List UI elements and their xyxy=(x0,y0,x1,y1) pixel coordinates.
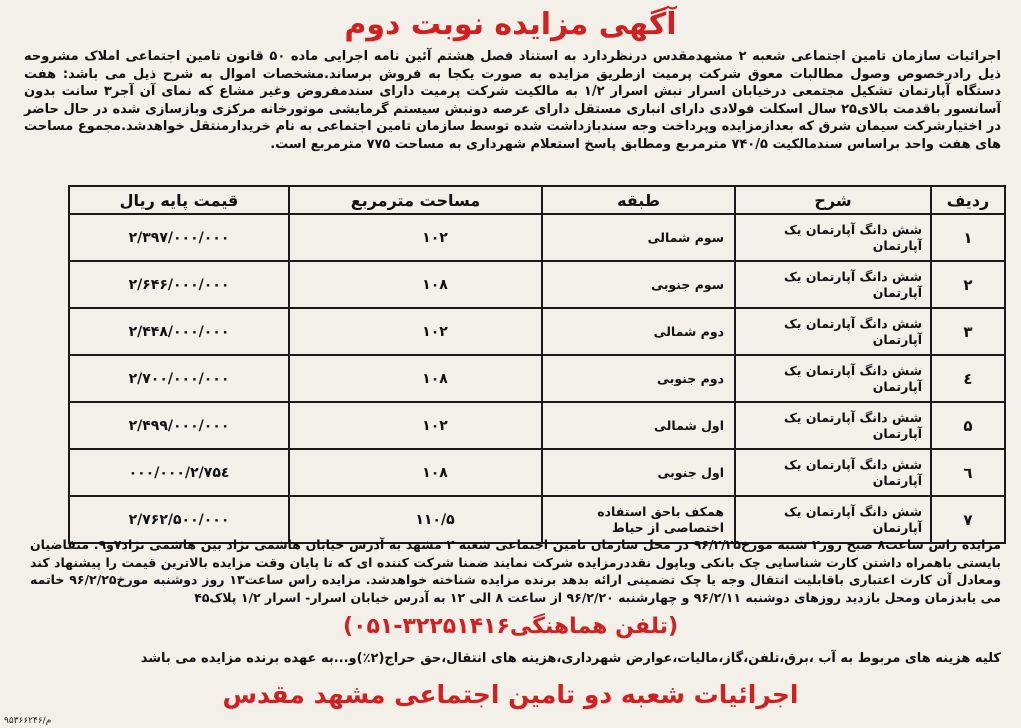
row-description: شش دانگ آپارتمان یک آپارتمان xyxy=(735,449,931,496)
table-header-row xyxy=(69,186,1005,214)
row-description: شش دانگ آپارتمان یک آپارتمان xyxy=(735,308,931,355)
header-area: مساحت مترمربع xyxy=(289,186,542,214)
row-description: شش دانگ آپارتمان یک آپارتمان xyxy=(735,355,931,402)
table-row xyxy=(69,355,1005,402)
table-row xyxy=(69,308,1005,355)
coordination-phone: (تلفن هماهنگی۳۲۲۵۱۴۱۶-۰۵۱) xyxy=(342,614,679,639)
table-row xyxy=(69,261,1005,308)
row-area: ۱۰۲ xyxy=(289,402,542,449)
costs-note: کلیه هزینه های مربوط به آب ،برق،تلفن،گاز،مالیات،عوارض شهرداری،هزینه های انتقال،حق حراج(۲٪)و...به عهده برنده مزایده می باشد xyxy=(140,651,1001,666)
row-price: ۲/۴۹۹/۰۰۰/۰۰۰ xyxy=(69,402,289,449)
header-row-number: ردیف xyxy=(931,186,1005,214)
row-floor: سوم جنوبی xyxy=(542,261,735,308)
header-description: شرح xyxy=(735,186,931,214)
row-area: ۱۰۲ xyxy=(289,214,542,261)
notice-code: ۹۵۳۶۶۲۴۶/م xyxy=(4,716,52,726)
row-number: ٦ xyxy=(931,449,1005,496)
row-floor: همکف باحق استفاده اختصاصی از حیاط xyxy=(542,496,735,543)
table-row xyxy=(69,214,1005,261)
row-number: ۵ xyxy=(931,402,1005,449)
row-area: ۱۰۸ xyxy=(289,449,542,496)
row-floor: اول جنوبی xyxy=(542,449,735,496)
notice-title: آگهی مزایده نوبت دوم xyxy=(344,7,677,42)
row-floor: سوم شمالی xyxy=(542,214,735,261)
row-area: ۱۱۰/۵ xyxy=(289,496,542,543)
row-description: شش دانگ آپارتمان یک آپارتمان xyxy=(735,214,931,261)
row-description: شش دانگ آپارتمان یک آپارتمان xyxy=(735,496,931,543)
header-floor: طبقه xyxy=(542,186,735,214)
row-price: ۲/۳۹۷/۰۰۰/۰۰۰ xyxy=(69,214,289,261)
row-price: ۲/۷۵٤/۰۰۰/۰۰۰ xyxy=(69,449,289,496)
row-price: ۲/۷۰۰/۰۰۰/۰۰۰ xyxy=(69,355,289,402)
issuer-signature: اجرائیات شعبه دو تامین اجتماعی مشهد مقدس xyxy=(222,680,799,709)
row-number: ۲ xyxy=(931,261,1005,308)
row-number: ۷ xyxy=(931,496,1005,543)
row-number: ۳ xyxy=(931,308,1005,355)
row-area: ۱۰۲ xyxy=(289,308,542,355)
row-number: ۱ xyxy=(931,214,1005,261)
row-floor: دوم جنوبی xyxy=(542,355,735,402)
row-price: ۲/۷۶۲/۵۰۰/۰۰۰ xyxy=(69,496,289,543)
row-floor: اول شمالی xyxy=(542,402,735,449)
intro-paragraph: اجرائیات سازمان تامین اجتماعی شعبه ۲ مشهدمقدس درنظردارد به استناد فصل هشتم آئین نامه اجرایی ماده ۵۰ قانون تامین اجتماعی املاک مشروحه ذیل رادرخصوص وصول مطالبات معوق شرکت پرمیت ازطریق مزایده به صورت یکجا به فروش برساند.مشخصات اموال به شرح ذیل می باشد: هفت دستگاه آپارتمان تشکیل مجتمعی درخیابان اسرار نبش اسرار ۱/۲ به مالکیت شرکت پرمیت دارای سندمفروض وغیر مشاع که نمای آن آجر۳ سانت بدون آسانسور باقدمت بالای۲۵ سال اسکلت فولادی دارای انباری مستقل دارای عرصه دونبش سیستم گرمایشی موتورخانه مرکزی وبازسازی شده در حال حاضر در اختیارشرکت سیمان شرق که بعدازمزایده وپرداخت وجه سندبازداشت شده توسط سازمان تامین اجتماعی به نام خریدارمنتقل خواهدشد.مجموع مساحت های هفت واحد براساس سندمالکیت ۷۴۰/۵ مترمربع ومطابق پاسخ استعلام شهرداری به مساحت ۷۷۵ مترمربع است. xyxy=(24,49,1001,152)
row-area: ۱۰۸ xyxy=(289,355,542,402)
row-price: ۲/۴۴۸/۰۰۰/۰۰۰ xyxy=(69,308,289,355)
row-area: ۱۰۸ xyxy=(289,261,542,308)
property-table xyxy=(68,185,1006,544)
header-base-price: قیمت پایه ریال xyxy=(69,186,289,214)
row-description: شش دانگ آپارتمان یک آپارتمان xyxy=(735,261,931,308)
row-floor: دوم شمالی xyxy=(542,308,735,355)
auction-details: مزایده راس ساعت۸ صبح روز۲ شنبه مورخ۹۶/۲/۲۵ در محل سازمان تامین اجتماعی شعبه ۲ مشهد به آدرس خیابان هاشمی نژاد بین هاشمی نژاد۷و۹. متقاضیان بایستی باهمراه داشتن کارت شناسایی چک بانکی ویاپول نقددرمزایده شرکت نمایند ضمنا شرکت کننده ای که تا پایان وقت مزایده بالاترین قیمت را پیشنهاد کند ومعادل آن کارت اعتباری باقابلیت انتقال وجه یا چک تضمینی ارائه بدهد برنده مزایده شناخته خواهدشد. مزایده راس ساعت۱۳ روز دوشنبه مورخ۹۶/۲/۲۵ خاتمه می یابدزمان ومحل بازدید روزهای دوشنبه ۹۶/۲/۱۱ و چهارشنبه ۹۶/۲/۲۰ از ساعت ۸ الی ۱۲ به آدرس خیابان اسرار- اسرار ۱/۲ پلاک۴۵ xyxy=(30,537,1002,605)
table-row xyxy=(69,402,1005,449)
table-row xyxy=(69,449,1005,496)
row-price: ۲/۶۴۶/۰۰۰/۰۰۰ xyxy=(69,261,289,308)
row-description: شش دانگ آپارتمان یک آپارتمان xyxy=(735,402,931,449)
row-number: ٤ xyxy=(931,355,1005,402)
